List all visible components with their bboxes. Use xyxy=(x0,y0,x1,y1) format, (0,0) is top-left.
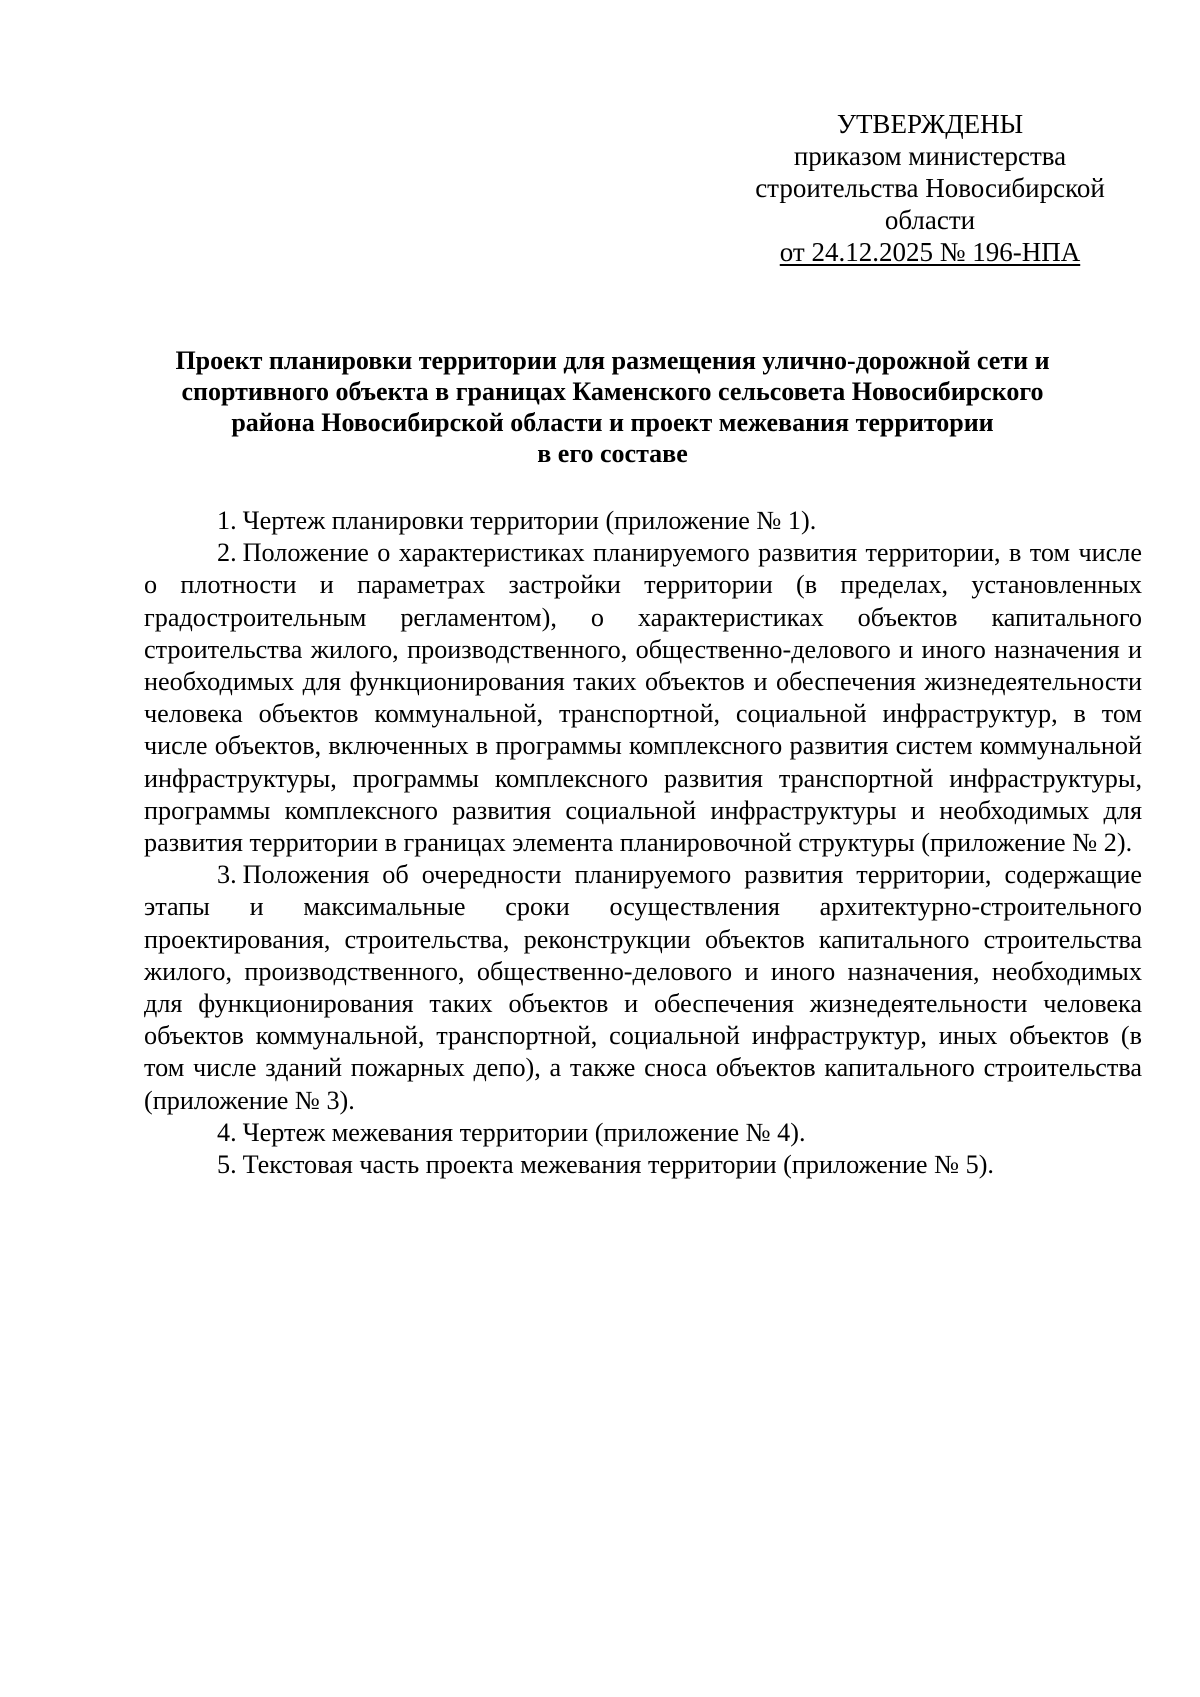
list-item-number: 4. xyxy=(217,1117,237,1147)
title-line-2: спортивного объекта в границах Каменского сельсовета Новосибирского xyxy=(181,377,1044,406)
document-body xyxy=(144,505,1142,1181)
list-item-text: Чертеж планировки территории (приложение № 1). xyxy=(242,506,817,535)
list-item-text: Текстовая часть проекта межевания территории (приложение № 5). xyxy=(242,1150,994,1180)
list-item-text: Положения об очередности планируемого развития территории, содержащие этапы и максимальные сроки осуществления архитектурно-строительного проектирования, строительства, реконструкции объектов капитального строительства жилого, производственного, общественно-делового и иного назначения, необходимых для функционирования таких объектов и обеспечения жизнедеятельности человека объектов коммунальной, транспортной, социальной инфраструктур, иных объектов (в том числе зданий пожарных депо), а также сноса объектов капитального строительства (приложение № 3). xyxy=(144,860,1142,1115)
list-item-2 xyxy=(144,537,1142,859)
list-item-number: 1. xyxy=(217,506,237,535)
list-item-4 xyxy=(144,1117,1142,1149)
list-item-number: 5. xyxy=(217,1150,237,1180)
approval-order-reference: от 24.12.2025 № 196-НПА xyxy=(779,237,1081,267)
approval-line-3: области xyxy=(884,205,976,235)
approval-block xyxy=(700,108,1160,268)
list-item-number: 2. xyxy=(217,538,237,568)
list-item-text: Положение о характеристиках планируемого развития территории, в том числе о плотности и параметрах застройки территории (в пределах, установленных градостроительным регламентом), о характеристиках объектов капитального строительства жилого, производственного, общественно-делового и иного назначения и необходимых для функционирования таких объектов и обеспечения жизнедеятельности человека объектов коммунальной, транспортной, социальной инфраструктур, в том числе объектов, включенных в программы комплексного развития систем коммунальной инфраструктуры, программы комплексного развития транспортной инфраструктуры, программы комплексного развития социальной инфраструктуры и необходимых для развития территории в границах элемента планировочной структуры (приложение № 2). xyxy=(144,538,1142,858)
list-item-text: Чертеж межевания территории (приложение № 4). xyxy=(242,1117,806,1147)
list-item-3 xyxy=(144,859,1142,1117)
list-item-1 xyxy=(144,505,1142,537)
list-item-number: 3. xyxy=(217,860,237,890)
list-item-5 xyxy=(144,1149,1142,1181)
approval-heading: УТВЕРЖДЕНЫ xyxy=(836,109,1024,139)
title-line-3: района Новосибирской области и проект межевания территории xyxy=(231,408,994,437)
approval-line-2: строительства Новосибирской xyxy=(755,173,1105,203)
document-title xyxy=(140,345,1085,469)
title-line-4: в его составе xyxy=(537,439,688,468)
approval-line-1: приказом министерства xyxy=(793,141,1067,171)
title-line-1: Проект планировки территории для размещения улично-дорожной сети и xyxy=(175,346,1050,375)
